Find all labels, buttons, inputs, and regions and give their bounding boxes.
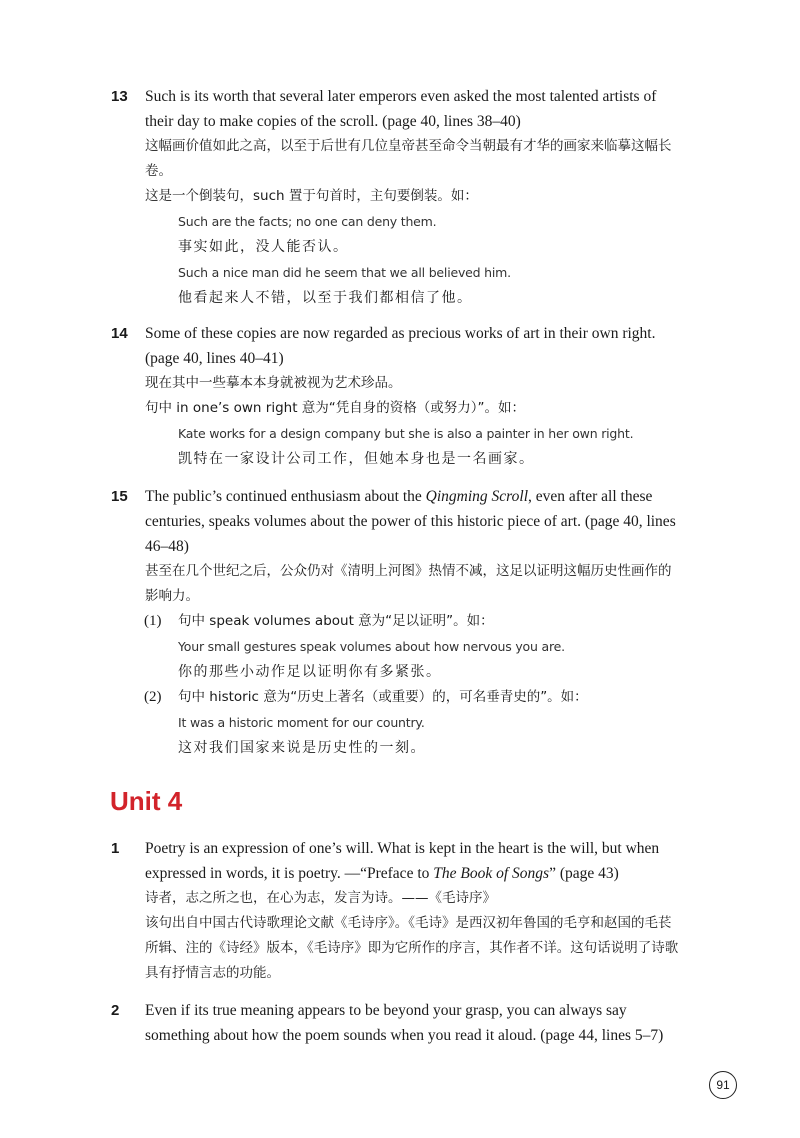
sub-label: (1) bbox=[144, 613, 162, 629]
grammar-note: 句中 historic 意为“历史上著名（或重要）的，可名垂青史的”。如： bbox=[178, 689, 588, 705]
translation: 这幅画价值如此之高，以至于后世有几位皇帝甚至命令当朝最有才华的画家来临摹这幅长卷。 bbox=[145, 138, 672, 179]
title-italic: Qingming Scroll bbox=[425, 488, 528, 505]
example-en: Kate works for a design company but she is also a painter in her own right. bbox=[178, 426, 634, 441]
translation: 现在其中一些摹本本身就被视为艺术珍品。 bbox=[145, 375, 402, 391]
translation: 诗者，志之所之也，在心为志，发言为诗。——《毛诗序》 bbox=[145, 890, 496, 906]
examples bbox=[178, 421, 682, 472]
example-en: Such are the facts; no one can deny them. bbox=[178, 214, 437, 229]
sub-note-1 bbox=[145, 609, 682, 685]
examples bbox=[178, 209, 682, 311]
example-zh: 他看起来人不错，以至于我们都相信了他。 bbox=[178, 290, 473, 306]
explanation: 该句出自中国古代诗歌理论文献《毛诗序》。《毛诗》是西汉初年鲁国的毛亨和赵国的毛苌所辑、注的《诗经》版本，《毛诗序》即为它所作的序言，其作者不详。这句话说明了诗歌具有抒情言志的功能。 bbox=[145, 915, 679, 981]
source-sentence: Some of these copies are now regarded as precious works of art in their own right. (page 40, lines 40–41) bbox=[145, 325, 656, 367]
example-en: Your small gestures speak volumes about how nervous you are. bbox=[178, 639, 565, 654]
example-zh: 事实如此，没人能否认。 bbox=[178, 239, 349, 255]
example-zh: 这对我们国家来说是历史性的一刻。 bbox=[178, 740, 426, 756]
sentence-part: ” (page 43) bbox=[549, 865, 619, 882]
sentence-part: Poetry is an expression of one’s will. What is kept in the heart is the will, but when expressed in words, it is poetry. —“Preface to bbox=[145, 840, 660, 882]
item-number: 13 bbox=[111, 88, 128, 105]
sub-label: (2) bbox=[144, 689, 162, 705]
example-zh: 你的那些小动作足以证明你有多紧张。 bbox=[178, 664, 442, 680]
source-sentence bbox=[145, 484, 682, 559]
note-item-15 bbox=[112, 484, 682, 761]
unit-note-item-1 bbox=[112, 836, 682, 986]
example-en: Such a nice man did he seem that we all believed him. bbox=[178, 265, 511, 280]
unit-note-item-2 bbox=[112, 998, 682, 1048]
item-number: 1 bbox=[111, 840, 120, 857]
source-sentence: Even if its true meaning appears to be beyond your grasp, you can always say something about how the poem sounds when you read it aloud. (page 44, lines 5–7) bbox=[145, 1002, 664, 1044]
sentence-part: , even after all these centuries, speaks volumes about the power of this historic piece of art. (page 40, lines 46–48) bbox=[145, 488, 676, 555]
item-number: 14 bbox=[111, 325, 128, 342]
page-number: 91 bbox=[709, 1071, 737, 1099]
example-en: It was a historic moment for our country. bbox=[178, 715, 425, 730]
grammar-note: 句中 in one’s own right 意为“凭自身的资格（或努力）”。如： bbox=[145, 400, 526, 416]
item-number: 2 bbox=[111, 1002, 120, 1019]
translation: 甚至在几个世纪之后，公众仍对《清明上河图》热情不减，这足以证明这幅历史性画作的影响力。 bbox=[145, 563, 672, 604]
title-italic: The Book of Songs bbox=[433, 865, 550, 882]
note-item-13 bbox=[112, 84, 682, 311]
item-number: 15 bbox=[111, 488, 128, 505]
grammar-note: 句中 speak volumes about 意为“足以证明”。如： bbox=[178, 613, 494, 629]
source-sentence: Such is its worth that several later emperors even asked the most talented artists of their day to make copies of the scroll. (page 40, lines 38–40) bbox=[145, 88, 657, 130]
sub-note-2 bbox=[145, 685, 682, 761]
source-sentence bbox=[145, 836, 682, 886]
note-item-14 bbox=[112, 321, 682, 472]
sentence-part: The public’s continued enthusiasm about the bbox=[145, 488, 426, 505]
unit-heading: Unit 4 bbox=[110, 786, 183, 816]
grammar-note: 这是一个倒装句，such 置于句首时，主句要倒装。如： bbox=[145, 188, 478, 204]
example-zh: 凯特在一家设计公司工作，但她本身也是一名画家。 bbox=[178, 451, 535, 467]
